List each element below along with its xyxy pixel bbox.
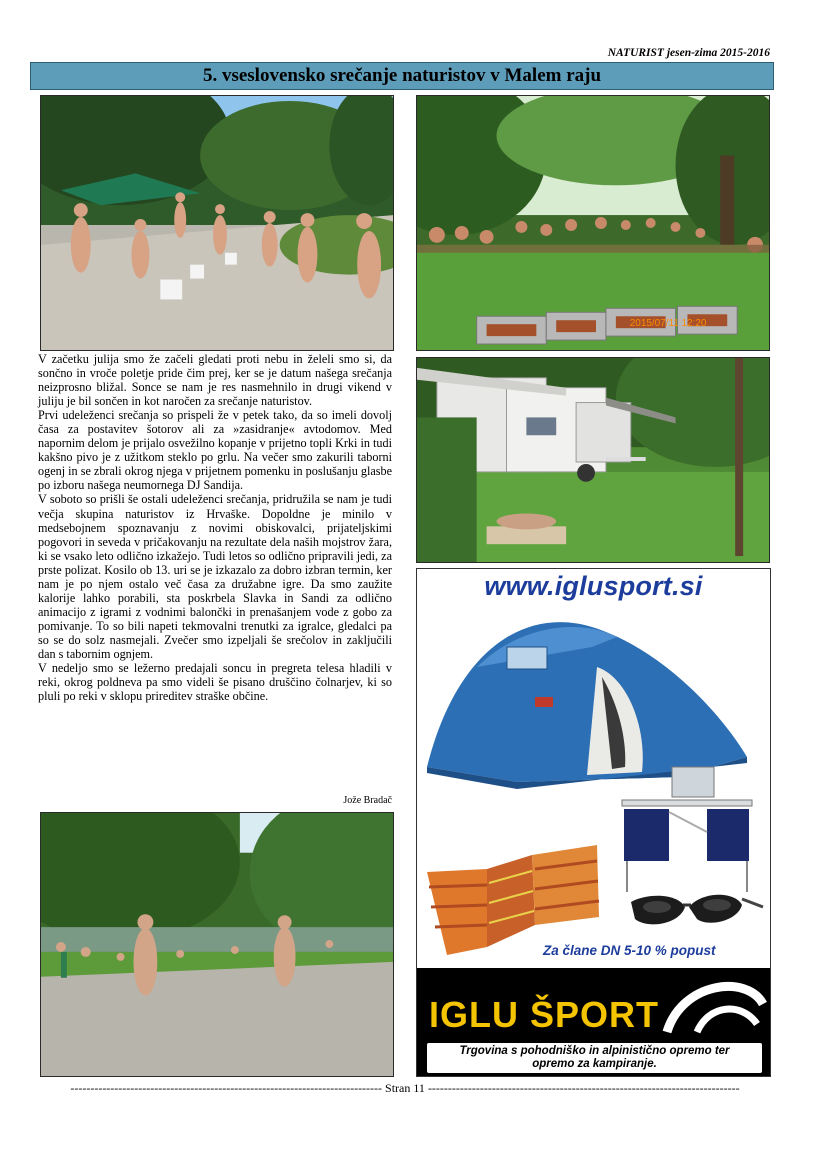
publication-header: NATURIST jesen-zima 2015-2016	[607, 47, 770, 59]
tent-icon	[427, 622, 747, 789]
photo-river-meadow	[40, 812, 394, 1077]
ad-discount: Za člane DN 5-10 % popust	[543, 943, 716, 958]
page-number: Stran 11	[385, 1081, 425, 1095]
article-paragraph: Prvi udeleženci srečanja so prispeli že v petek tako, da so imeli dovolj časa za postavitev šotorov ali za »zasidranje« avtodomov. Med napornim delom je prijalo osvežilno kopanje v prijetno topli Krki in tudi kakšno pivo je z užitkom steklo po grlu. Na večer smo zakurili taborni ogenj in se zbrali okrog njega v prijetnem pomenku in poslušanju glasbe po izboru našega neumornega DJ Sandija.	[38, 408, 392, 493]
article-paragraph: V začetku julija smo že začeli gledati proti nebu in želeli smo si, da sončno in vroče poletje pride čim prej, ker se je datum našega srečanja neizprosno bližal. Sonce se nam je res nasmehnilo in drugi vikend v juliju je bil sončen in kot naročen za srečanje naturistov.	[38, 352, 392, 409]
article-author: Jože Bradač	[343, 795, 392, 806]
photo-campers	[416, 357, 770, 563]
camp-kitchen-icon	[622, 767, 752, 892]
photo-timestamp: 2015/07/11 12:20	[629, 318, 707, 330]
footer-rule-right: ------------------------------------------------------------------------------	[427, 1081, 740, 1095]
ad-url[interactable]: www.iglusport.si	[484, 571, 703, 601]
article-title: 5. vseslovensko srečanje naturistov v Malem raju	[30, 62, 774, 90]
ad-tagline-line1: Trgovina s pohodniško in alpinistično opremo ter	[459, 1045, 730, 1057]
article-paragraph: V nedeljo smo se ležerno predajali soncu in pregreta telesa hladili v reki, okrog poldneva pa smo videli še pisano druščino čolnarjev, ki so pluli po reki v sklopu prireditev straške občine.	[38, 661, 392, 704]
sunglasses-icon	[631, 895, 763, 925]
photo-lunch	[416, 95, 770, 351]
windbreak-icon	[427, 845, 599, 955]
advertisement	[416, 568, 771, 1077]
brand-arc-icon	[657, 974, 767, 1034]
ad-brand-name: IGLU ŠPORT	[429, 994, 660, 1035]
article-body	[38, 352, 392, 703]
ad-tagline	[427, 1043, 762, 1073]
page-footer	[40, 1081, 770, 1096]
ad-tagline-line2: opremo za kampiranje.	[532, 1058, 657, 1070]
photo-games	[40, 95, 394, 351]
ad-brand-panel	[417, 968, 771, 1077]
article-paragraph: V soboto so prišli še ostali udeleženci srečanja, pridružila se nam je tudi večja skupina naturistov iz Hrvaške. Dopoldne je minilo v medsebojnem spoznavanju z novimi obiskovalci, prijateljskimi pogovori in seveda v pričakovanju na rezultate dela naših mojstrov žara, ki se vsako leto odlično izkažejo. Tudi letos so odlično pripravili jedi, za prste polizat. Kosilo ob 13. uri se je izkazalo za dobro izbran termin, ker nam je po njem ostalo več časa za družabne igre. Da smo zaužite kalorije lahko porabili, sta poskrbela Slavka in Sandi za odlično animacijo z igrami z vodnimi balončki in prenašanjem vode z gobo za pomivanje. To so bili napeti tekmovalni trenutki za igralce, gledalci pa so se do solz nasmejali. Zvečer smo izpeljali še srečolov in zaključili dan s tabornim ognjem.	[38, 492, 392, 661]
footer-rule-left: ------------------------------------------------------------------------------	[70, 1081, 383, 1095]
